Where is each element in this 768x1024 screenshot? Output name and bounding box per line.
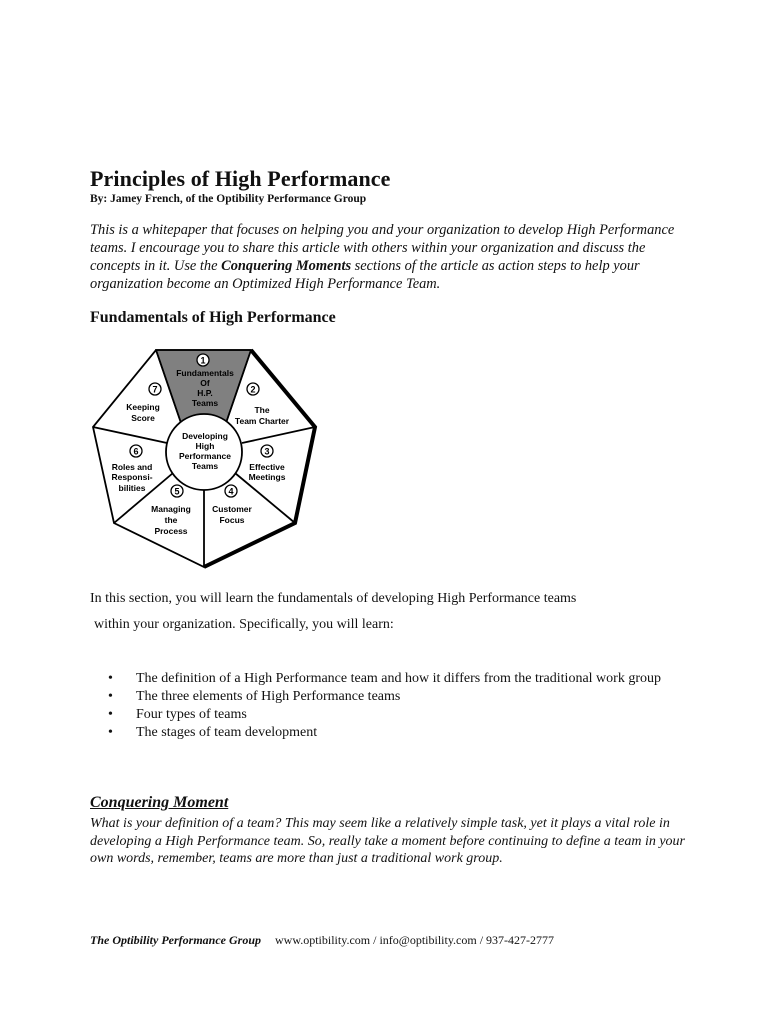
list-item [108, 688, 678, 706]
center-line: Developing [182, 431, 228, 441]
segment-label-line: The [254, 405, 270, 415]
section-paragraph-continued: within your organization. Specifically, you will learn: [94, 617, 394, 632]
conquering-moment-body: What is your definition of a team? This may seem like a relatively simple task, yet it plays a vital role in developing a High Performance team. So, really take a moment before continuing to define a team in your own words, remember, teams are more than just a traditional work group. [90, 816, 685, 866]
segment-label-line: H.P. [197, 388, 213, 398]
segment-number: 7 [152, 384, 158, 395]
segment-label-line: Roles and [111, 462, 153, 472]
list-item [108, 724, 678, 742]
list-item [108, 670, 678, 688]
segment-label-line: Customer [212, 504, 252, 514]
footer-contact: www.optibility.com / info@optibility.com / 937-427-2777 [275, 933, 555, 947]
segment-label-line: Keeping [126, 402, 160, 412]
segment-number: 4 [228, 486, 234, 497]
segment-label-line: Of [200, 378, 210, 388]
center-line: Performance [179, 451, 231, 461]
segment-label-line: Process [154, 526, 188, 536]
segment-4 [212, 485, 252, 525]
intro-emphasis: Conquering Moments [221, 258, 352, 274]
conquering-moment-heading: Conquering Moment [90, 794, 229, 811]
intro-text-2: sections of the article as action steps to help your organization become an Optimized High Performance Team. [90, 258, 640, 292]
segment-number: 1 [200, 355, 206, 366]
list-item-text: Four types of teams [136, 707, 247, 722]
page-footer [90, 933, 554, 948]
bullet-icon: • [108, 707, 113, 722]
segment-number: 6 [133, 446, 139, 457]
segment-6 [111, 445, 152, 493]
intro-paragraph [90, 221, 680, 293]
segment-label-line: the [164, 515, 178, 525]
segment-number: 5 [174, 486, 180, 497]
bullet-icon: • [108, 671, 113, 686]
list-item [108, 706, 678, 724]
segment-label-line: bilities [118, 483, 146, 493]
heptagon-diagram [90, 345, 320, 570]
bullet-icon: • [108, 725, 113, 740]
list-item-text: The three elements of High Performance teams [136, 689, 401, 704]
segment-label-line: Fundamentals [176, 368, 234, 378]
intro-text-1: This is a whitepaper that focuses on helping you and your organization to develop High Performance teams. I encourage you to share this article with others within your organization and discuss the concepts in it. Use the [90, 222, 675, 274]
section-paragraph: In this section, you will learn the fundamentals of developing High Performance teams [90, 591, 577, 606]
segment-label-line: Effective [249, 462, 285, 472]
segment-label-line: Meetings [248, 472, 286, 482]
author-byline: By: Jamey French, of the Optibility Performance Group [90, 193, 367, 205]
segment-label-line: Managing [151, 504, 191, 514]
segment-label-line: Responsi- [111, 472, 153, 482]
document-title: Principles of High Performance [90, 166, 391, 191]
footer-org: The Optibility Performance Group [90, 933, 261, 947]
center-line: Teams [191, 461, 219, 471]
segment-label-line: Score [131, 413, 155, 423]
segment-label-line: Focus [219, 515, 245, 525]
list-item-text: The definition of a High Performance team and how it differs from the traditional work group [136, 671, 661, 686]
bullet-icon: • [108, 689, 113, 704]
segment-label-line: Team Charter [234, 416, 290, 426]
learning-list [108, 670, 678, 742]
section-heading: Fundamentals of High Performance [90, 309, 336, 326]
segment-5 [151, 485, 191, 536]
segment-7 [126, 383, 161, 423]
list-item-text: The stages of team development [136, 725, 318, 740]
segment-number: 2 [250, 384, 256, 395]
segment-label-line: Teams [191, 398, 219, 408]
segment-3 [249, 445, 286, 482]
segment-number: 3 [264, 446, 270, 457]
center-line: High [195, 441, 215, 451]
